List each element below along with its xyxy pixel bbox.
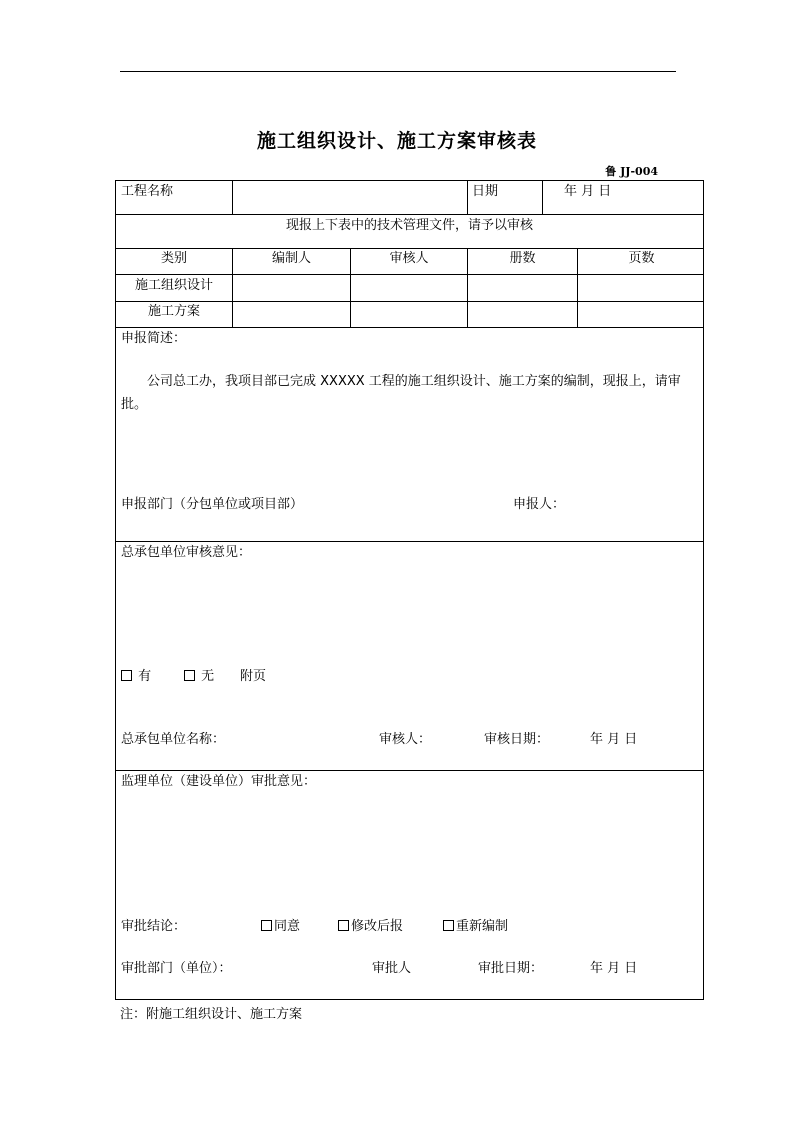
- approver-label: 审批人: [372, 961, 412, 976]
- form-code: 鲁 JJ-004: [605, 165, 658, 178]
- row-line: [116, 301, 703, 302]
- date-label: 日期: [472, 184, 499, 199]
- col-line: [467, 181, 468, 214]
- header-rule: [120, 71, 676, 72]
- intro-text: 现报上下表中的技术管理文件，请予以审核: [285, 218, 533, 233]
- project-name-field[interactable]: [234, 182, 465, 213]
- attachment-yes-option[interactable]: 有: [121, 669, 151, 685]
- footnote: 注：附施工组织设计、施工方案: [120, 1007, 303, 1022]
- col-header-author: 编制人: [271, 251, 311, 266]
- row-label-construction-design: 施工组织设计: [134, 278, 213, 293]
- agree-option[interactable]: 同意: [261, 919, 300, 935]
- row-line: [116, 541, 703, 542]
- col-header-category: 类别: [160, 251, 187, 266]
- col-header-pages: 页数: [628, 251, 655, 266]
- date-value: 年 月 日: [564, 184, 612, 199]
- col-header-volumes: 册数: [509, 251, 536, 266]
- col-line: [232, 181, 233, 214]
- col-header-reviewer: 审核人: [389, 251, 429, 266]
- checkbox-icon: [338, 920, 349, 931]
- supervisor-heading: 监理单位（建设单位）审批意见：: [121, 774, 317, 789]
- approval-dept-label: 审批部门（单位）：: [121, 961, 232, 976]
- attachment-label: 附页: [240, 669, 267, 684]
- report-heading: 申报简述：: [121, 331, 187, 346]
- row-line: [116, 770, 703, 771]
- checkbox-icon: [184, 670, 195, 681]
- approve-date-label: 审批日期：: [478, 961, 544, 976]
- review-form-table: [115, 180, 704, 1000]
- row-line: [116, 248, 703, 249]
- redo-option[interactable]: 重新编制: [443, 919, 508, 935]
- contractor-heading: 总承包单位审核意见：: [121, 545, 252, 560]
- report-dept-label: 申报部门（分包单位或项目部）: [121, 497, 304, 512]
- checkbox-icon: [121, 670, 132, 681]
- report-text: 公司总工办，我项目部已完成 XXXXX 工程的施工组织设计、施工方案的编制，现报上，请审批。: [121, 374, 681, 412]
- checkbox-icon: [261, 920, 272, 931]
- page-title: 施工组织设计、施工方案审核表: [256, 130, 537, 152]
- reporter-label: 申报人：: [513, 497, 566, 512]
- project-name-label: 工程名称: [121, 184, 174, 199]
- contractor-name-label: 总承包单位名称：: [121, 732, 226, 747]
- row-line: [116, 274, 703, 275]
- row-label-construction-plan: 施工方案: [147, 304, 200, 319]
- contractor-reviewer-label: 审核人：: [379, 732, 432, 747]
- col-line: [542, 181, 543, 214]
- checkbox-icon: [443, 920, 454, 931]
- row-line: [116, 327, 703, 328]
- modify-option[interactable]: 修改后报: [338, 919, 403, 935]
- approve-date-value: 年 月 日: [590, 961, 638, 976]
- conclusion-label: 审批结论：: [121, 919, 187, 934]
- attachment-no-option[interactable]: 无: [184, 669, 214, 685]
- row-line: [116, 214, 703, 215]
- contractor-date-value: 年 月 日: [590, 732, 638, 747]
- contractor-review-date-label: 审核日期：: [484, 732, 550, 747]
